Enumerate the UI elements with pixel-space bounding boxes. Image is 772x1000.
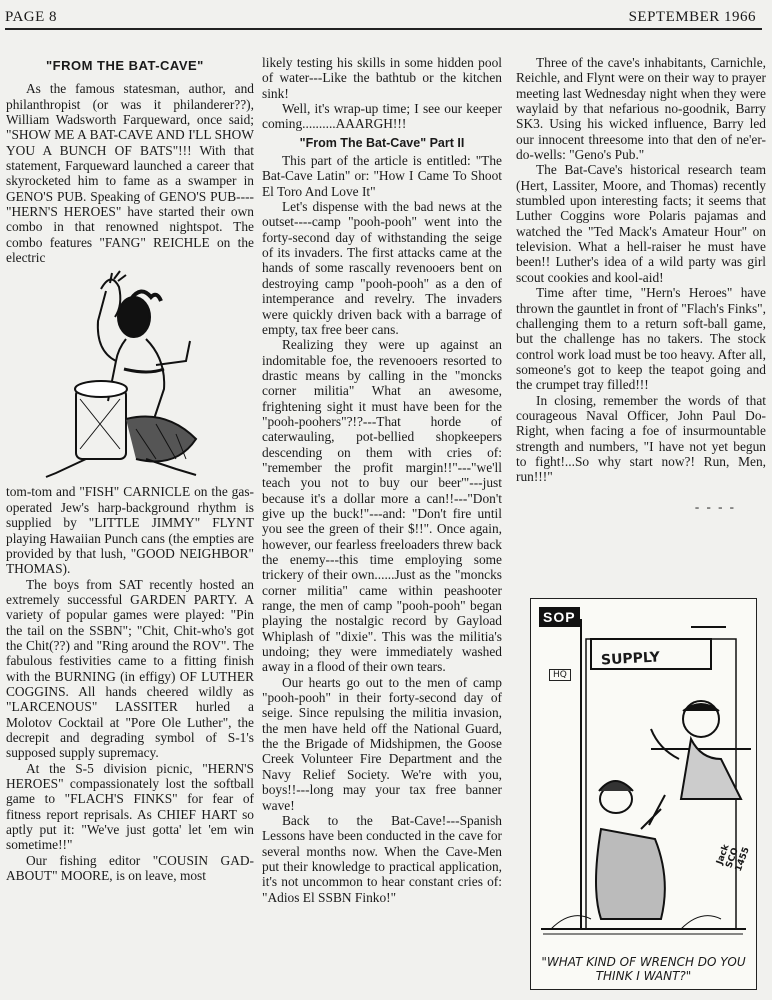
paragraph: This part of the article is entitled: "The Bat-Cave Latin" or: "How I Came To Shoot El Toro And Love It": [262, 153, 502, 199]
page-number: PAGE 8: [5, 9, 58, 25]
paragraph: Our fishing editor "COUSIN GAD-ABOUT" MOORE, is on leave, most: [6, 852, 254, 884]
column-1: [6, 52, 254, 883]
paragraph: At the S-5 division picnic, "HERN'S HEROES" compassionately lost the softball game to "FLACH'S FINKS" for fear of fitness report reprisals. As CHIEF HART so aptly put it: "We've just gotta' let 'em win sometime!!": [6, 760, 254, 853]
paragraph: Realizing they were up against an indomitable foe, the revenooers resorted to drastic means by calling in the "moncks corner militia" What an awesome, frightening sight it must have been for the "pooh-poohers"?!?---That horde of caterwauling, pot-bellied shopkeepers descending on them with cries of: "remember the profit margin!!"---"we'll teach you not to buy our beer'"---just because it's a dollar more a can!!---"Don't give up the buck!"---and: "Don't fire until you see the green of their $!!". Once again, however, our fearless freeloaders threw back the enemy---this time employing some trickery of their own......Just as the "moncks corner militia" came within peashooter range, the men of camp "pooh-pooh" began playing the nostalgic record by Gayload Whiplash of "dixie". This was the militia's undoing; they were immediately washed away in a flood of their own tears.: [262, 337, 502, 675]
hq-sign: HQ: [549, 669, 571, 681]
paragraph: tom-tom and "FISH" CARNICLE on the gas-operated Jew's harp-background rhythm is supplied by "LITTLE JIMMY" FLYNT playing Hawaiian Punch cans (the empties are provided by that lush, "GOOD NEIGHBOR" THOMAS).: [6, 484, 254, 577]
article-subheading: "From The Bat-Cave" Part II: [299, 135, 465, 150]
supply-cartoon: [530, 598, 757, 990]
artist-signature: Jack SCO 1455: [715, 843, 752, 873]
paragraph: Back to the Bat-Cave!---Spanish Lessons have been conducted in the cave for several months now. When the Cave-Men put their knowledge to practical application, it's not uncommon to hear constant cries of: "Adios El SSBN Finko!": [262, 812, 502, 905]
paragraph: Let's dispense with the bad news at the outset----camp "pooh-pooh" went into the forty-second day of withstanding the seige of its invaders. The first attacks came at the hands of some rascally revenooers bent on destroying camp "pooh-pooh" as a den of intemperance and revelry. The invaders were quickly driven back with a barrage of empty, tax free beer cans.: [262, 199, 502, 337]
page-header: [5, 2, 762, 30]
paragraph: Three of the cave's inhabitants, Carnichle, Reichle, and Flynt were on their way to prayer meeting last Wednesday night when they were waylaid by that nefarious no-goodnik, Barry SK3. Using his wicked influence, Barry led our innocent threesome into that den of ne'er-do-wells: "Geno's Pub.": [516, 55, 766, 163]
supply-sign: SUPPLY: [600, 649, 661, 669]
section-divider: - - - -: [694, 498, 736, 514]
drummer-illustration: [6, 269, 246, 481]
paragraph: Our hearts go out to the men of camp "pooh-pooh" in their forty-second day of seige. Since repulsing the militia invasion, the men have held off the National Guard, the the Brigade of Midshipmen, the Goose Creek Volunteer Fire Department and the Navy Relief Society. We're with you, boys!!---long may your tax free banner wave!: [262, 674, 502, 813]
paragraph: Time after time, "Hern's Heroes" have thrown the gauntlet in front of "Flach's Finks", challenging them to a return soft-ball game, but the challenge has no takers. The stock control work load must be too heavy. After all, someone's got to keep the teapot going and the crumpet tray filled!!!: [516, 285, 766, 393]
paragraph: likely testing his skills in some hidden pool of water---Like the bathtub or the kitchen sink!: [262, 55, 502, 101]
paragraph: The Bat-Cave's historical research team (Hert, Lassiter, Moore, and Thomas) recently stumbled upon interesting facts; it seems that Luther Coggins wore Polaris pajamas and watched the "Ted Mack's Amateur Hour" on television. What a hell-raiser he must have been!! Luther's idea of a wild party was girl scout cookies and kool-aid!: [516, 162, 766, 285]
paragraph: As the famous statesman, author, and philanthropist (or was it philanderer??), William Wadsworth Farqueward, once said; "SHOW ME A BAT-CAVE AND I'LL SHOW YOU A BUNCH OF BATS"!!! With that statement, Farqueward launched a career that skyrocketed him to fame as a swamper in GENO'S PUB. Speaking of GENO'S PUB----"HERN'S HEROES" have started their own combo in that renowned nightspot. The combo features "FANG" REICHLE on the electric: [6, 81, 254, 266]
issue-date: SEPTEMBER 1966: [628, 9, 756, 25]
cartoon-caption: "WHAT KIND OF WRENCH DO YOU THINK I WANT?": [541, 955, 746, 983]
paragraph: Well, it's wrap-up time; I see our keeper coming..........AAARGH!!!: [262, 101, 502, 132]
column-3: [516, 55, 766, 526]
article-heading: "FROM THE BAT-CAVE": [46, 58, 204, 73]
column-2: [262, 55, 502, 905]
paragraph: The boys from SAT recently hosted an extremely successful GARDEN PARTY. A variety of popular games were played: "Pin the tail on the SSBN"; "Chit, Chit-who's got the Chit(??) and "Ring around the ROV". The fabulous festivities came to a fitting finish with the BURNING (in effigy) OF LUTHER COGGINS. All hands cheered wildly as "LARCENOUS" LASSITER hurled a Molotov Cocktail at "Pore Ole Luther", the decrepit and degrading symbol of S-1's supposed supply supremacy.: [6, 576, 254, 761]
paragraph: In closing, remember the words of that courageous Naval Officer, John Paul Do-Right, when facing a foe of insurmountable strength and numbers, "I have not yet begun to fight!...So why start now?! Run, Men, run!!!": [516, 392, 766, 485]
sop-label: SOP: [539, 607, 580, 627]
